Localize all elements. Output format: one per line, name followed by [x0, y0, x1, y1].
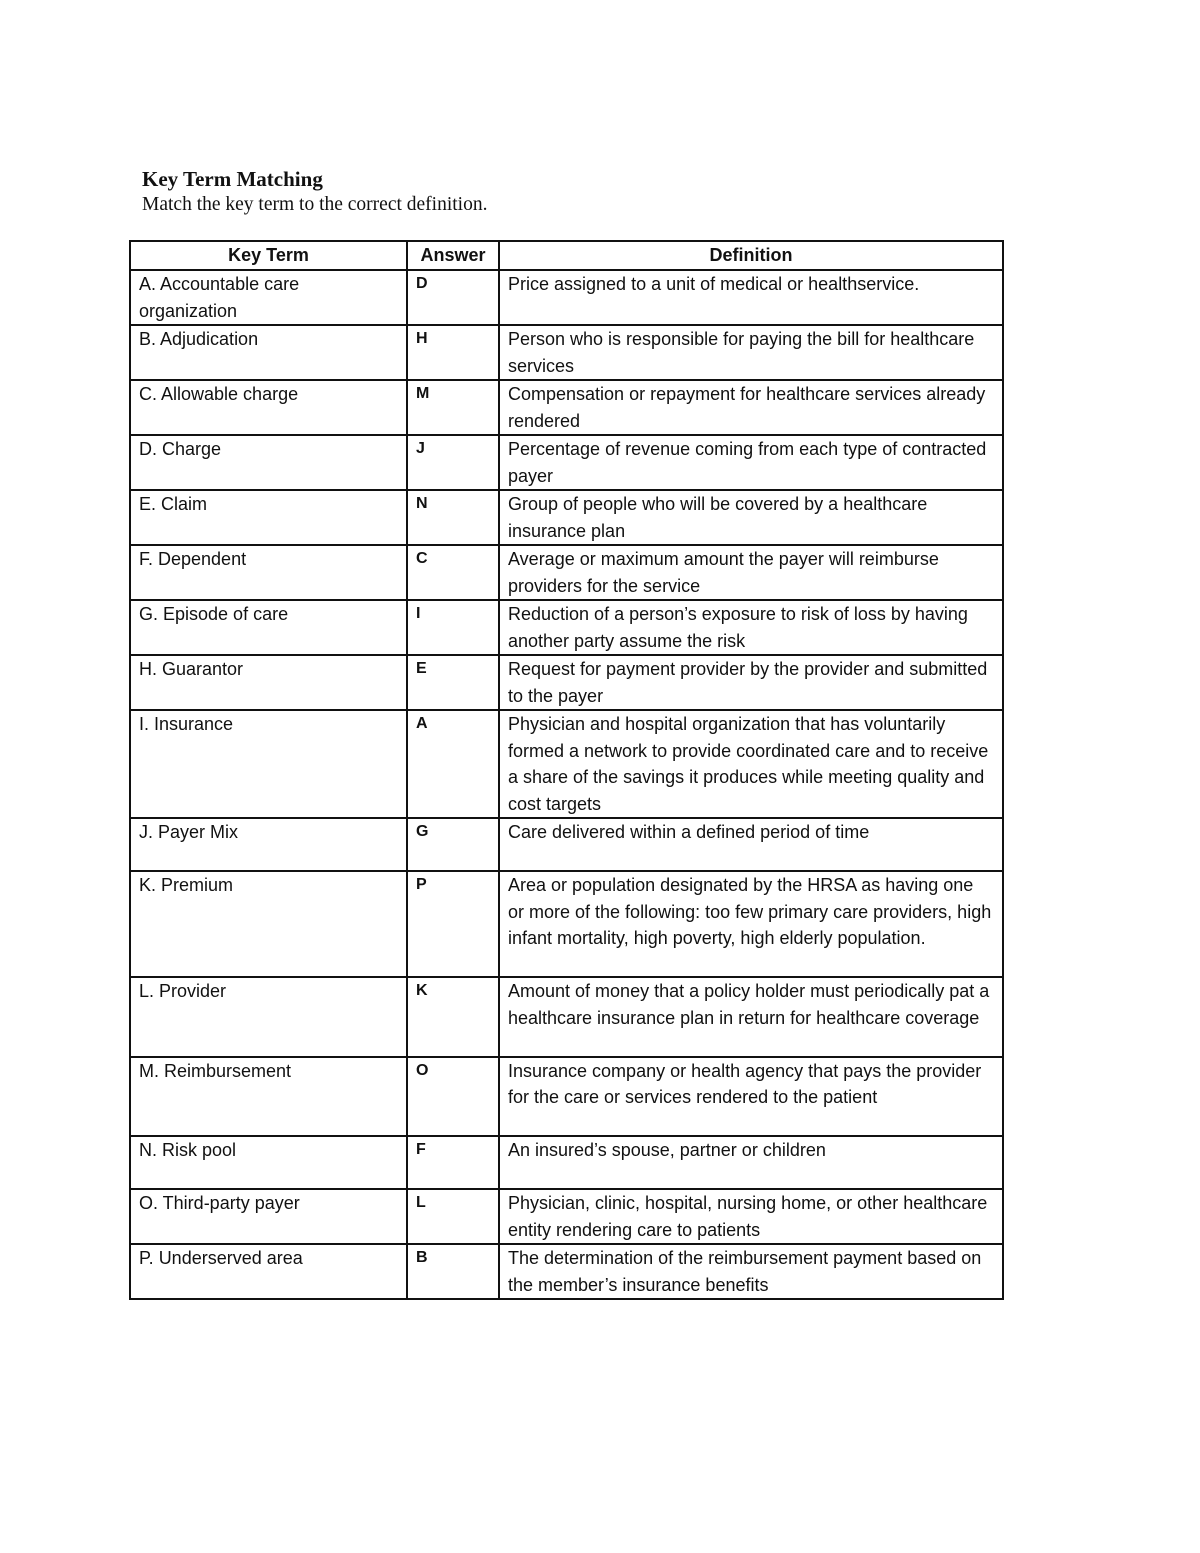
answer-cell: A — [407, 710, 499, 818]
definition-cell: Compensation or repayment for healthcare services already rendered — [499, 380, 1003, 435]
key-term-cell: E. Claim — [130, 490, 407, 545]
definition-cell: Reduction of a person’s exposure to risk of loss by having another party assume the risk — [499, 600, 1003, 655]
key-term-cell: F. Dependent — [130, 545, 407, 600]
table-row — [130, 655, 1003, 710]
table-row — [130, 490, 1003, 545]
key-term-cell: B. Adjudication — [130, 325, 407, 380]
table-body — [130, 270, 1003, 1299]
table-header-row — [130, 241, 1003, 270]
answer-cell: G — [407, 818, 499, 871]
table-row — [130, 1244, 1003, 1299]
definition-cell: Average or maximum amount the payer will reimburse providers for the service — [499, 545, 1003, 600]
definition-cell: The determination of the reimbursement payment based on the member’s insurance benefits — [499, 1244, 1003, 1299]
page-title: Key Term Matching — [142, 167, 323, 191]
header-definition: Definition — [499, 241, 1003, 270]
answer-cell: C — [407, 545, 499, 600]
definition-cell: Amount of money that a policy holder must periodically pat a healthcare insurance plan in return for healthcare coverage — [499, 977, 1003, 1057]
key-term-cell: O. Third-party payer — [130, 1189, 407, 1244]
table-row — [130, 1057, 1003, 1137]
table-row — [130, 600, 1003, 655]
answer-cell: O — [407, 1057, 499, 1137]
definition-cell: Care delivered within a defined period of time — [499, 818, 1003, 871]
key-term-cell: G. Episode of care — [130, 600, 407, 655]
key-term-cell: D. Charge — [130, 435, 407, 490]
table-row — [130, 1189, 1003, 1244]
table-row — [130, 380, 1003, 435]
header-answer: Answer — [407, 241, 499, 270]
key-term-cell: A. Accountable care organization — [130, 270, 407, 325]
table-row — [130, 325, 1003, 380]
table-row — [130, 977, 1003, 1057]
definition-cell: Area or population designated by the HRSA as having one or more of the following: too few primary care providers, high infant mortality, high poverty, high elderly population. — [499, 871, 1003, 977]
answer-cell: H — [407, 325, 499, 380]
answer-cell: F — [407, 1136, 499, 1189]
definition-cell: Group of people who will be covered by a healthcare insurance plan — [499, 490, 1003, 545]
table-row — [130, 1136, 1003, 1189]
table-row — [130, 871, 1003, 977]
answer-cell: D — [407, 270, 499, 325]
answer-cell: K — [407, 977, 499, 1057]
answer-cell: L — [407, 1189, 499, 1244]
key-term-cell: H. Guarantor — [130, 655, 407, 710]
key-term-cell: I. Insurance — [130, 710, 407, 818]
answer-cell: N — [407, 490, 499, 545]
key-term-cell: N. Risk pool — [130, 1136, 407, 1189]
answer-cell: J — [407, 435, 499, 490]
table-row — [130, 270, 1003, 325]
answer-cell: P — [407, 871, 499, 977]
table-row — [130, 818, 1003, 871]
header-key-term: Key Term — [130, 241, 407, 270]
definition-cell: Insurance company or health agency that pays the provider for the care or services rendered to the patient — [499, 1057, 1003, 1137]
instructions: Match the key term to the correct definition. — [142, 194, 488, 215]
key-term-cell: C. Allowable charge — [130, 380, 407, 435]
definition-cell: Percentage of revenue coming from each type of contracted payer — [499, 435, 1003, 490]
key-term-cell: K. Premium — [130, 871, 407, 977]
definition-cell: An insured’s spouse, partner or children — [499, 1136, 1003, 1189]
answer-cell: M — [407, 380, 499, 435]
answer-cell: B — [407, 1244, 499, 1299]
definition-cell: Request for payment provider by the provider and submitted to the payer — [499, 655, 1003, 710]
definition-cell: Person who is responsible for paying the bill for healthcare services — [499, 325, 1003, 380]
table-row — [130, 545, 1003, 600]
definition-cell: Physician and hospital organization that has voluntarily formed a network to provide coordinated care and to receive a share of the savings it produces while meeting quality and cost targets — [499, 710, 1003, 818]
key-term-table — [129, 240, 1004, 1300]
key-term-cell: J. Payer Mix — [130, 818, 407, 871]
definition-cell: Physician, clinic, hospital, nursing home, or other healthcare entity rendering care to patients — [499, 1189, 1003, 1244]
table-row — [130, 435, 1003, 490]
key-term-cell: L. Provider — [130, 977, 407, 1057]
key-term-cell: M. Reimbursement — [130, 1057, 407, 1137]
answer-cell: I — [407, 600, 499, 655]
answer-cell: E — [407, 655, 499, 710]
table-row — [130, 710, 1003, 818]
key-term-cell: P. Underserved area — [130, 1244, 407, 1299]
definition-cell: Price assigned to a unit of medical or healthservice. — [499, 270, 1003, 325]
